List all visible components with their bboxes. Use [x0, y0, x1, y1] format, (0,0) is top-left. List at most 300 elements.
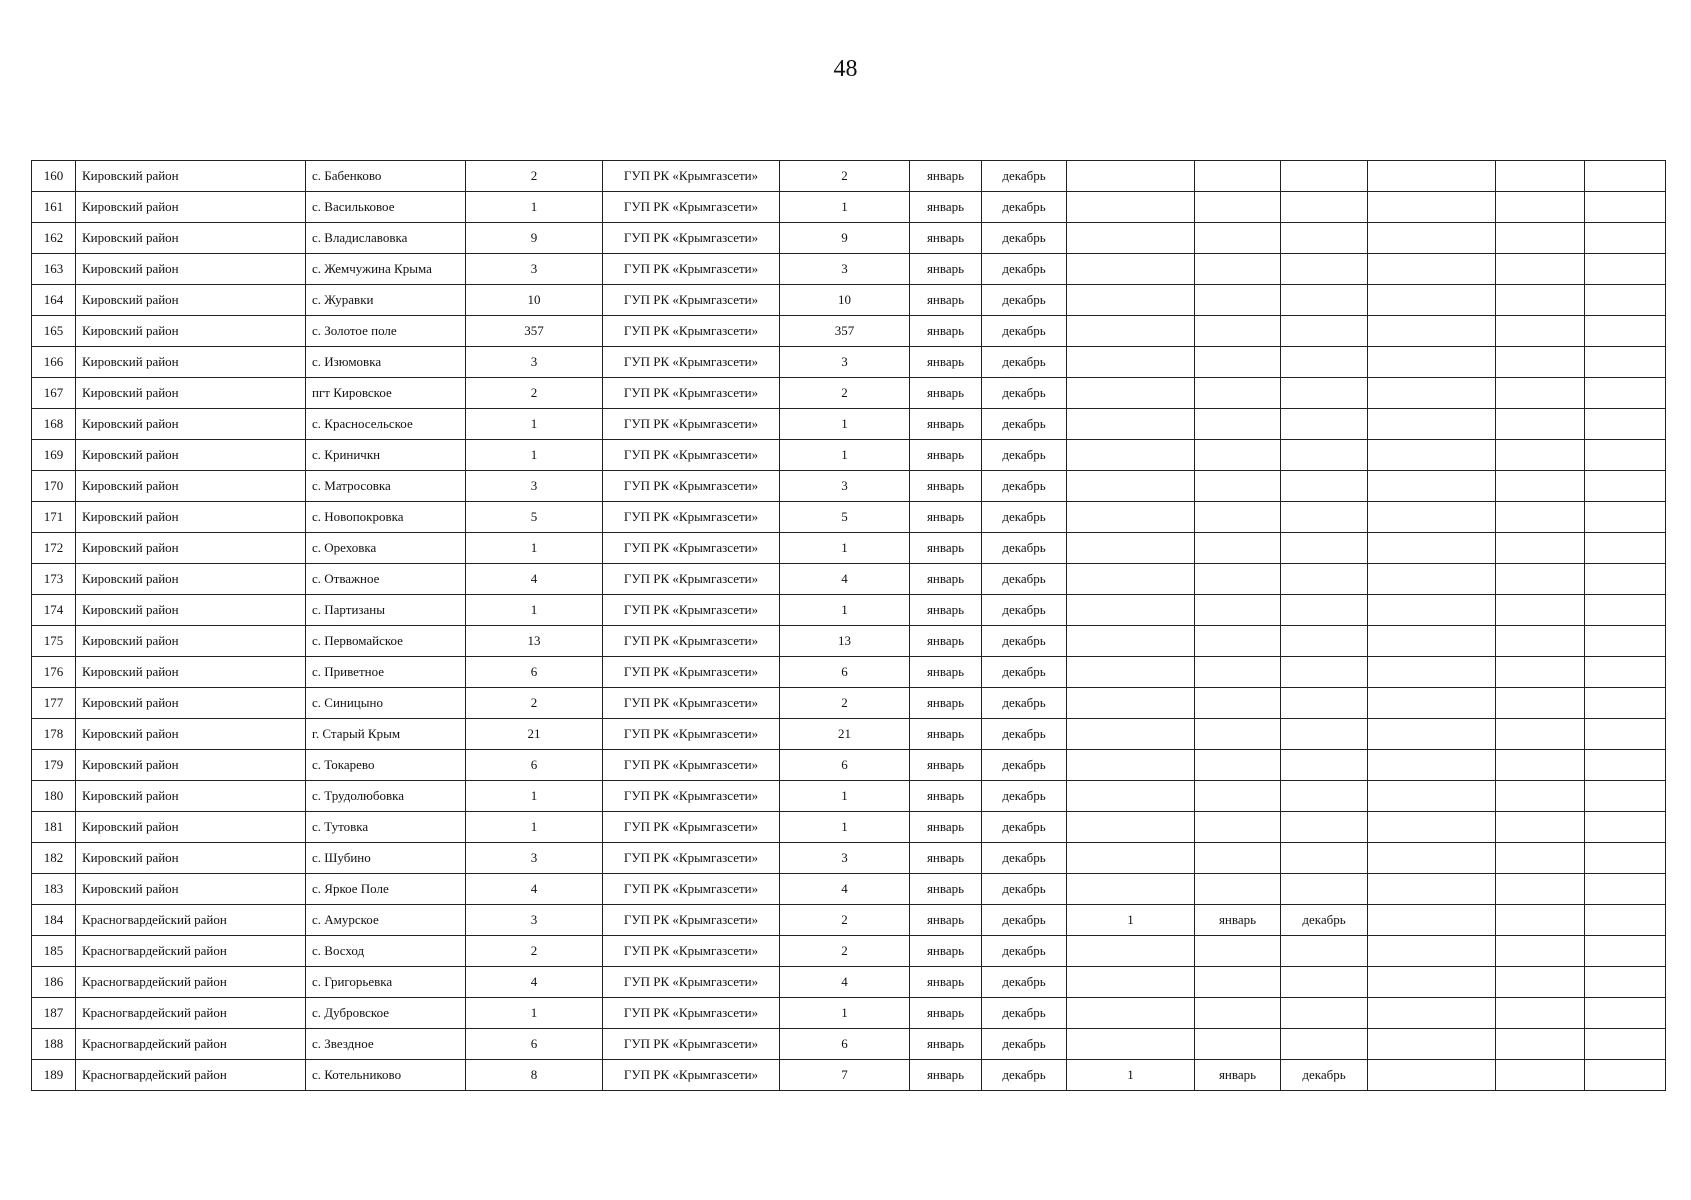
district-cell: Кировский район — [76, 254, 306, 285]
table-row — [32, 967, 1666, 998]
blank-cell — [1585, 316, 1666, 347]
extra-start-month-cell — [1195, 409, 1281, 440]
extra-end-month-cell — [1281, 812, 1368, 843]
blank-cell — [1368, 533, 1496, 564]
blank-cell — [1585, 874, 1666, 905]
settlement-cell: с. Красносельское — [306, 409, 466, 440]
row-number: 166 — [32, 347, 76, 378]
extra-start-month-cell — [1195, 347, 1281, 378]
end-month-cell: декабрь — [982, 595, 1067, 626]
end-month-cell: декабрь — [982, 657, 1067, 688]
organization-cell: ГУП РК «Крымгазсети» — [603, 719, 780, 750]
row-number: 175 — [32, 626, 76, 657]
row-number: 181 — [32, 812, 76, 843]
planned-count-cell: 2 — [780, 905, 910, 936]
district-cell: Кировский район — [76, 750, 306, 781]
planned-count-cell: 2 — [780, 688, 910, 719]
blank-cell — [1496, 192, 1585, 223]
table-row — [32, 316, 1666, 347]
district-cell: Кировский район — [76, 440, 306, 471]
row-number: 184 — [32, 905, 76, 936]
organization-cell: ГУП РК «Крымгазсети» — [603, 223, 780, 254]
count-cell: 1 — [466, 409, 603, 440]
settlement-cell: с. Журавки — [306, 285, 466, 316]
extra-end-month-cell — [1281, 533, 1368, 564]
district-cell: Кировский район — [76, 657, 306, 688]
district-cell: Кировский район — [76, 719, 306, 750]
blank-cell — [1585, 1060, 1666, 1091]
district-cell: Красногвардейский район — [76, 967, 306, 998]
blank-cell — [1585, 595, 1666, 626]
blank-cell — [1585, 471, 1666, 502]
extra-count-cell — [1067, 409, 1195, 440]
row-number: 180 — [32, 781, 76, 812]
table-row — [32, 1060, 1666, 1091]
blank-cell — [1496, 285, 1585, 316]
blank-cell — [1496, 905, 1585, 936]
blank-cell — [1585, 533, 1666, 564]
blank-cell — [1368, 595, 1496, 626]
count-cell: 9 — [466, 223, 603, 254]
extra-count-cell — [1067, 657, 1195, 688]
end-month-cell: декабрь — [982, 285, 1067, 316]
organization-cell: ГУП РК «Крымгазсети» — [603, 967, 780, 998]
extra-start-month-cell — [1195, 657, 1281, 688]
start-month-cell: январь — [910, 347, 982, 378]
blank-cell — [1585, 905, 1666, 936]
extra-count-cell — [1067, 688, 1195, 719]
planned-count-cell: 7 — [780, 1060, 910, 1091]
extra-count-cell — [1067, 719, 1195, 750]
blank-cell — [1585, 285, 1666, 316]
row-number: 176 — [32, 657, 76, 688]
district-cell: Красногвардейский район — [76, 936, 306, 967]
settlement-cell: с. Владиславовка — [306, 223, 466, 254]
blank-cell — [1585, 843, 1666, 874]
table-row — [32, 347, 1666, 378]
district-cell: Кировский район — [76, 533, 306, 564]
organization-cell: ГУП РК «Крымгазсети» — [603, 533, 780, 564]
end-month-cell: декабрь — [982, 564, 1067, 595]
organization-cell: ГУП РК «Крымгазсети» — [603, 936, 780, 967]
table-row — [32, 936, 1666, 967]
extra-end-month-cell — [1281, 719, 1368, 750]
extra-end-month-cell — [1281, 254, 1368, 285]
planned-count-cell: 2 — [780, 936, 910, 967]
row-number: 179 — [32, 750, 76, 781]
row-number: 188 — [32, 1029, 76, 1060]
organization-cell: ГУП РК «Крымгазсети» — [603, 409, 780, 440]
blank-cell — [1496, 657, 1585, 688]
count-cell: 2 — [466, 161, 603, 192]
row-number: 185 — [32, 936, 76, 967]
district-cell: Кировский район — [76, 347, 306, 378]
district-cell: Красногвардейский район — [76, 998, 306, 1029]
extra-start-month-cell — [1195, 843, 1281, 874]
table-row — [32, 161, 1666, 192]
district-cell: Красногвардейский район — [76, 1060, 306, 1091]
planned-count-cell: 10 — [780, 285, 910, 316]
row-number: 168 — [32, 409, 76, 440]
extra-end-month-cell — [1281, 843, 1368, 874]
blank-cell — [1368, 254, 1496, 285]
end-month-cell: декабрь — [982, 905, 1067, 936]
end-month-cell: декабрь — [982, 843, 1067, 874]
end-month-cell: декабрь — [982, 1060, 1067, 1091]
extra-start-month-cell — [1195, 688, 1281, 719]
blank-cell — [1496, 843, 1585, 874]
blank-cell — [1368, 1060, 1496, 1091]
blank-cell — [1496, 223, 1585, 254]
end-month-cell: декабрь — [982, 936, 1067, 967]
count-cell: 5 — [466, 502, 603, 533]
extra-count-cell — [1067, 967, 1195, 998]
settlement-cell: с. Изюмовка — [306, 347, 466, 378]
extra-start-month-cell — [1195, 502, 1281, 533]
organization-cell: ГУП РК «Крымгазсети» — [603, 781, 780, 812]
organization-cell: ГУП РК «Крымгазсети» — [603, 502, 780, 533]
organization-cell: ГУП РК «Крымгазсети» — [603, 192, 780, 223]
district-cell: Кировский район — [76, 781, 306, 812]
start-month-cell: январь — [910, 967, 982, 998]
extra-count-cell — [1067, 781, 1195, 812]
planned-count-cell: 1 — [780, 998, 910, 1029]
blank-cell — [1496, 626, 1585, 657]
extra-end-month-cell — [1281, 564, 1368, 595]
extra-count-cell — [1067, 1029, 1195, 1060]
end-month-cell: декабрь — [982, 192, 1067, 223]
blank-cell — [1368, 998, 1496, 1029]
blank-cell — [1585, 347, 1666, 378]
organization-cell: ГУП РК «Крымгазсети» — [603, 161, 780, 192]
table-row — [32, 409, 1666, 440]
settlement-cell: с. Яркое Поле — [306, 874, 466, 905]
start-month-cell: январь — [910, 874, 982, 905]
extra-end-month-cell — [1281, 936, 1368, 967]
start-month-cell: январь — [910, 192, 982, 223]
row-number: 164 — [32, 285, 76, 316]
blank-cell — [1585, 1029, 1666, 1060]
organization-cell: ГУП РК «Крымгазсети» — [603, 316, 780, 347]
table-row — [32, 626, 1666, 657]
blank-cell — [1368, 316, 1496, 347]
row-number: 186 — [32, 967, 76, 998]
extra-count-cell — [1067, 254, 1195, 285]
district-cell: Кировский район — [76, 843, 306, 874]
blank-cell — [1496, 1060, 1585, 1091]
extra-count-cell — [1067, 874, 1195, 905]
blank-cell — [1496, 874, 1585, 905]
end-month-cell: декабрь — [982, 347, 1067, 378]
row-number: 183 — [32, 874, 76, 905]
count-cell: 1 — [466, 998, 603, 1029]
extra-end-month-cell — [1281, 1029, 1368, 1060]
planned-count-cell: 3 — [780, 347, 910, 378]
district-cell: Кировский район — [76, 626, 306, 657]
blank-cell — [1496, 750, 1585, 781]
blank-cell — [1585, 254, 1666, 285]
end-month-cell: декабрь — [982, 378, 1067, 409]
extra-end-month-cell: декабрь — [1281, 905, 1368, 936]
settlement-cell: с. Шубино — [306, 843, 466, 874]
blank-cell — [1368, 967, 1496, 998]
table-row — [32, 905, 1666, 936]
end-month-cell: декабрь — [982, 254, 1067, 285]
extra-count-cell — [1067, 595, 1195, 626]
blank-cell — [1368, 223, 1496, 254]
organization-cell: ГУП РК «Крымгазсети» — [603, 378, 780, 409]
extra-end-month-cell — [1281, 223, 1368, 254]
blank-cell — [1368, 471, 1496, 502]
organization-cell: ГУП РК «Крымгазсети» — [603, 595, 780, 626]
extra-start-month-cell — [1195, 781, 1281, 812]
start-month-cell: январь — [910, 905, 982, 936]
table-row — [32, 595, 1666, 626]
blank-cell — [1368, 843, 1496, 874]
district-cell: Кировский район — [76, 316, 306, 347]
end-month-cell: декабрь — [982, 1029, 1067, 1060]
extra-start-month-cell — [1195, 533, 1281, 564]
start-month-cell: январь — [910, 1060, 982, 1091]
blank-cell — [1496, 347, 1585, 378]
blank-cell — [1585, 936, 1666, 967]
count-cell: 3 — [466, 471, 603, 502]
blank-cell — [1368, 936, 1496, 967]
district-cell: Кировский район — [76, 192, 306, 223]
table-row — [32, 874, 1666, 905]
blank-cell — [1585, 812, 1666, 843]
blank-cell — [1368, 564, 1496, 595]
blank-cell — [1585, 688, 1666, 719]
extra-start-month-cell — [1195, 1029, 1281, 1060]
organization-cell: ГУП РК «Крымгазсети» — [603, 564, 780, 595]
blank-cell — [1585, 409, 1666, 440]
settlement-cell: с. Токарево — [306, 750, 466, 781]
count-cell: 1 — [466, 595, 603, 626]
count-cell: 10 — [466, 285, 603, 316]
extra-start-month-cell — [1195, 595, 1281, 626]
table-row — [32, 564, 1666, 595]
blank-cell — [1368, 750, 1496, 781]
extra-start-month-cell — [1195, 998, 1281, 1029]
table-row — [32, 843, 1666, 874]
district-cell: Красногвардейский район — [76, 905, 306, 936]
extra-start-month-cell — [1195, 254, 1281, 285]
blank-cell — [1585, 998, 1666, 1029]
district-cell: Кировский район — [76, 471, 306, 502]
extra-count-cell — [1067, 192, 1195, 223]
table-row — [32, 502, 1666, 533]
planned-count-cell: 2 — [780, 161, 910, 192]
start-month-cell: январь — [910, 843, 982, 874]
settlement-cell: с. Григорьевка — [306, 967, 466, 998]
extra-count-cell — [1067, 812, 1195, 843]
end-month-cell: декабрь — [982, 688, 1067, 719]
settlement-cell: с. Ореховка — [306, 533, 466, 564]
start-month-cell: январь — [910, 316, 982, 347]
row-number: 170 — [32, 471, 76, 502]
count-cell: 3 — [466, 254, 603, 285]
row-number: 161 — [32, 192, 76, 223]
blank-cell — [1368, 285, 1496, 316]
organization-cell: ГУП РК «Крымгазсети» — [603, 1060, 780, 1091]
start-month-cell: январь — [910, 409, 982, 440]
start-month-cell: январь — [910, 1029, 982, 1060]
end-month-cell: декабрь — [982, 719, 1067, 750]
blank-cell — [1496, 967, 1585, 998]
blank-cell — [1368, 719, 1496, 750]
district-cell: Кировский район — [76, 378, 306, 409]
blank-cell — [1585, 626, 1666, 657]
start-month-cell: январь — [910, 750, 982, 781]
settlement-cell: пгт Кировское — [306, 378, 466, 409]
extra-count-cell — [1067, 347, 1195, 378]
extra-start-month-cell — [1195, 750, 1281, 781]
extra-count-cell: 1 — [1067, 1060, 1195, 1091]
district-cell: Кировский район — [76, 223, 306, 254]
blank-cell — [1368, 905, 1496, 936]
blank-cell — [1496, 564, 1585, 595]
planned-count-cell: 4 — [780, 967, 910, 998]
district-cell: Кировский район — [76, 812, 306, 843]
extra-count-cell — [1067, 316, 1195, 347]
start-month-cell: январь — [910, 936, 982, 967]
extra-end-month-cell — [1281, 502, 1368, 533]
planned-count-cell: 3 — [780, 254, 910, 285]
planned-count-cell: 6 — [780, 750, 910, 781]
end-month-cell: декабрь — [982, 750, 1067, 781]
extra-end-month-cell — [1281, 781, 1368, 812]
extra-end-month-cell — [1281, 626, 1368, 657]
extra-count-cell — [1067, 223, 1195, 254]
start-month-cell: январь — [910, 502, 982, 533]
count-cell: 1 — [466, 533, 603, 564]
blank-cell — [1585, 223, 1666, 254]
extra-end-month-cell — [1281, 998, 1368, 1029]
extra-count-cell — [1067, 471, 1195, 502]
blank-cell — [1585, 161, 1666, 192]
organization-cell: ГУП РК «Крымгазсети» — [603, 471, 780, 502]
blank-cell — [1368, 378, 1496, 409]
settlement-cell: с. Васильковое — [306, 192, 466, 223]
table-row — [32, 998, 1666, 1029]
settlement-cell: с. Амурское — [306, 905, 466, 936]
district-cell: Кировский район — [76, 502, 306, 533]
extra-end-month-cell — [1281, 967, 1368, 998]
planned-count-cell: 4 — [780, 564, 910, 595]
extra-end-month-cell — [1281, 440, 1368, 471]
blank-cell — [1368, 812, 1496, 843]
extra-count-cell — [1067, 502, 1195, 533]
blank-cell — [1368, 1029, 1496, 1060]
extra-start-month-cell — [1195, 719, 1281, 750]
blank-cell — [1368, 626, 1496, 657]
blank-cell — [1496, 471, 1585, 502]
extra-end-month-cell — [1281, 409, 1368, 440]
table-row — [32, 223, 1666, 254]
blank-cell — [1585, 192, 1666, 223]
planned-count-cell: 6 — [780, 1029, 910, 1060]
row-number: 160 — [32, 161, 76, 192]
row-number: 163 — [32, 254, 76, 285]
start-month-cell: январь — [910, 161, 982, 192]
count-cell: 1 — [466, 440, 603, 471]
planned-count-cell: 21 — [780, 719, 910, 750]
extra-count-cell — [1067, 533, 1195, 564]
row-number: 165 — [32, 316, 76, 347]
table-row — [32, 719, 1666, 750]
table-row — [32, 254, 1666, 285]
extra-count-cell — [1067, 626, 1195, 657]
table-row — [32, 440, 1666, 471]
blank-cell — [1585, 750, 1666, 781]
extra-count-cell — [1067, 564, 1195, 595]
extra-start-month-cell — [1195, 161, 1281, 192]
settlement-cell: с. Бабенково — [306, 161, 466, 192]
organization-cell: ГУП РК «Крымгазсети» — [603, 440, 780, 471]
district-cell: Кировский район — [76, 688, 306, 719]
row-number: 189 — [32, 1060, 76, 1091]
organization-cell: ГУП РК «Крымгазсети» — [603, 285, 780, 316]
settlement-cell: с. Котельниково — [306, 1060, 466, 1091]
row-number: 178 — [32, 719, 76, 750]
extra-count-cell — [1067, 843, 1195, 874]
start-month-cell: январь — [910, 533, 982, 564]
start-month-cell: январь — [910, 657, 982, 688]
planned-count-cell: 3 — [780, 471, 910, 502]
count-cell: 6 — [466, 1029, 603, 1060]
page-number: 48 — [833, 56, 858, 82]
start-month-cell: январь — [910, 812, 982, 843]
blank-cell — [1368, 781, 1496, 812]
count-cell: 6 — [466, 750, 603, 781]
district-cell: Кировский район — [76, 409, 306, 440]
extra-end-month-cell — [1281, 378, 1368, 409]
extra-end-month-cell — [1281, 347, 1368, 378]
table-row — [32, 471, 1666, 502]
extra-end-month-cell — [1281, 192, 1368, 223]
blank-cell — [1368, 347, 1496, 378]
extra-end-month-cell — [1281, 285, 1368, 316]
count-cell: 3 — [466, 905, 603, 936]
count-cell: 2 — [466, 378, 603, 409]
start-month-cell: январь — [910, 626, 982, 657]
extra-end-month-cell — [1281, 688, 1368, 719]
blank-cell — [1496, 595, 1585, 626]
blank-cell — [1368, 657, 1496, 688]
extra-start-month-cell — [1195, 812, 1281, 843]
planned-count-cell: 2 — [780, 378, 910, 409]
table-row — [32, 688, 1666, 719]
settlement-cell: с. Криничкн — [306, 440, 466, 471]
settlement-cell: с. Жемчужина Крыма — [306, 254, 466, 285]
planned-count-cell: 1 — [780, 409, 910, 440]
start-month-cell: январь — [910, 223, 982, 254]
extra-count-cell — [1067, 998, 1195, 1029]
extra-start-month-cell — [1195, 936, 1281, 967]
blank-cell — [1496, 1029, 1585, 1060]
count-cell: 8 — [466, 1060, 603, 1091]
organization-cell: ГУП РК «Крымгазсети» — [603, 812, 780, 843]
extra-count-cell — [1067, 161, 1195, 192]
extra-start-month-cell: январь — [1195, 1060, 1281, 1091]
organization-cell: ГУП РК «Крымгазсети» — [603, 905, 780, 936]
end-month-cell: декабрь — [982, 471, 1067, 502]
planned-count-cell: 1 — [780, 781, 910, 812]
organization-cell: ГУП РК «Крымгазсети» — [603, 874, 780, 905]
planned-count-cell: 6 — [780, 657, 910, 688]
count-cell: 357 — [466, 316, 603, 347]
